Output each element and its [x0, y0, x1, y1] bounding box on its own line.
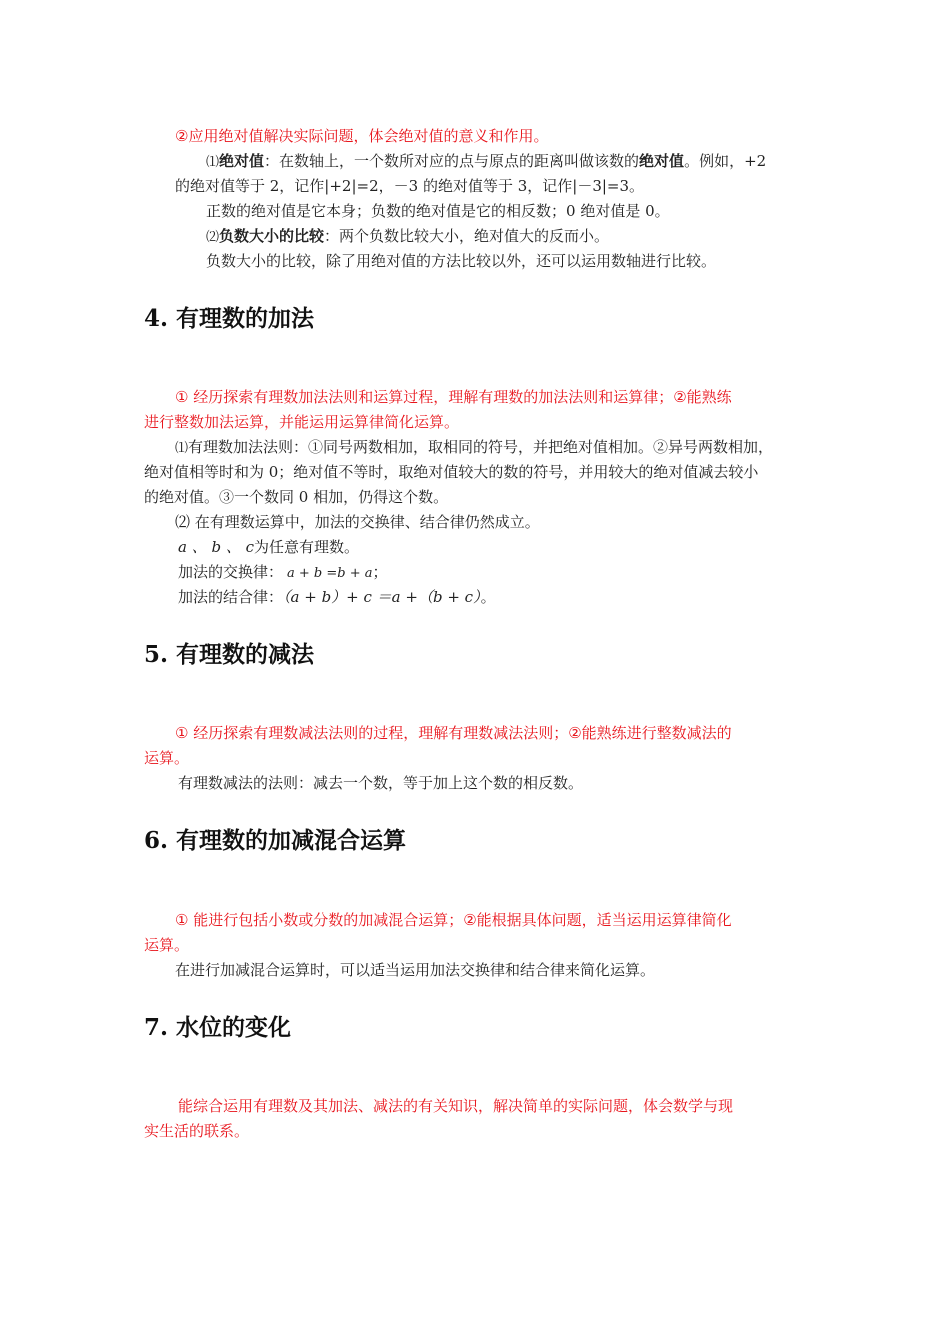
sec4-associative-line	[178, 587, 496, 607]
sec5-title: 5. 有理数的减法	[144, 641, 315, 668]
sec6-goal-line-2: 运算。	[144, 936, 190, 954]
sec3-para-3	[206, 226, 609, 248]
sec4-rule-1-text: ：①同号两数相加，取相同的符号，并把绝对值相加。②异号两数相加，	[293, 438, 774, 456]
sec7-title: 7. 水位的变化	[144, 1014, 292, 1041]
sec4-goal-line-2: 进行整数加法运算，并能运用运算律简化运算。	[144, 413, 460, 431]
sec3-goal-2: ②应用绝对值解决实际问题，体会绝对值的意义和作用。	[175, 127, 549, 145]
sec7-goal-line-2: 实生活的联系。	[144, 1122, 250, 1140]
sec5-goal-line-1: ① 经历探索有理数减法法则的过程，理解有理数减法法则；②能熟练进行整数减法的	[175, 724, 732, 742]
sec4-vars-text: 为任意有理数。	[254, 538, 360, 556]
sec7-goal-line-1: 能综合运用有理数及其加法、减法的有关知识，解决简单的实际问题，体会数学与现	[178, 1097, 734, 1115]
sec5-rule	[178, 773, 583, 793]
sec3-para-1	[206, 151, 766, 173]
sec4-commutative-line	[178, 562, 388, 584]
sec4-commutative-end: ；	[372, 563, 388, 581]
sec3-para-1-text-a: ：在数轴上，一个数所对应的点与原点的距离叫做该数的	[264, 152, 640, 170]
sec4-vars: a 、 b 、 c	[178, 538, 255, 556]
sec3-para-2: 正数的绝对值是它本身；负数的绝对值是它的相反数；0 绝对值是 0。	[206, 202, 670, 220]
sec6-goal-line-1: ① 能进行包括小数或分数的加减混合运算；②能根据具体问题，适当运用运算律简化	[175, 911, 732, 929]
sec3-para-3-text: ：两个负数比较大小，绝对值大的反而小。	[324, 227, 610, 245]
sec4-commutative-formula: a + b =b + a	[287, 566, 373, 581]
sec6-title: 6. 有理数的加减混合运算	[144, 827, 407, 854]
sec5-rule-label: 有理数减法的法则	[178, 774, 299, 792]
sec3-para-4: 负数大小的比较，除了用绝对值的方法比较以外，还可以运用数轴进行比较。	[206, 252, 717, 270]
sec4-associative-end: 。	[480, 588, 496, 606]
sec4-rule-1	[175, 437, 773, 459]
sec5-rule-text: ：减去一个数，等于加上这个数的相反数。	[298, 774, 584, 792]
sec3-para-3-num: ⑵	[206, 230, 220, 245]
sec4-rule-1-num: ⑴	[175, 441, 189, 456]
sec4-goal-line-1: ① 经历探索有理数加法法则和运算过程，理解有理数的加法法则和运算律；②能熟练	[175, 388, 732, 406]
sec6-text: 在进行加减混合运算时，可以适当运用加法交换律和结合律来简化运算。	[175, 961, 656, 979]
sec4-rule-2: ⑵ 在有理数运算中，加法的交换律、结合律仍然成立。	[175, 513, 540, 531]
sec3-para-1-text-b: 。例如，+2	[684, 152, 767, 170]
sec4-vars-line	[178, 537, 359, 557]
sec4-term-addition-rule: 有理数加法法则	[188, 438, 294, 456]
sec4-title: 4. 有理数的加法	[144, 305, 315, 332]
sec4-commutative-label: 加法的交换律：	[178, 563, 284, 581]
sec5-goal-line-2: 运算。	[144, 749, 190, 767]
sec3-term-negative-compare: 负数大小的比较	[219, 227, 325, 245]
sec3-para-1-num: ⑴	[206, 155, 220, 170]
sec4-associative-formula: （a + b）+ c ＝a +（b + c）	[283, 588, 481, 606]
sec4-rule-1-cont-2: 的绝对值。③一个数同 0 相加，仍得这个数。	[144, 488, 449, 506]
sec3-para-1-cont: 的绝对值等于 2，记作|+2|=2，－3 的绝对值等于 3，记作|－3|=3。	[175, 177, 645, 195]
sec3-term-absolute-value-2: 绝对值	[639, 152, 685, 170]
sec3-term-absolute-value: 绝对值	[219, 152, 265, 170]
sec4-associative-label: 加法的结合律：	[178, 588, 284, 606]
sec4-rule-1-cont-1: 绝对值相等时和为 0；绝对值不等时，取绝对值较大的数的符号，并用较大的绝对值减去较小	[144, 463, 759, 481]
